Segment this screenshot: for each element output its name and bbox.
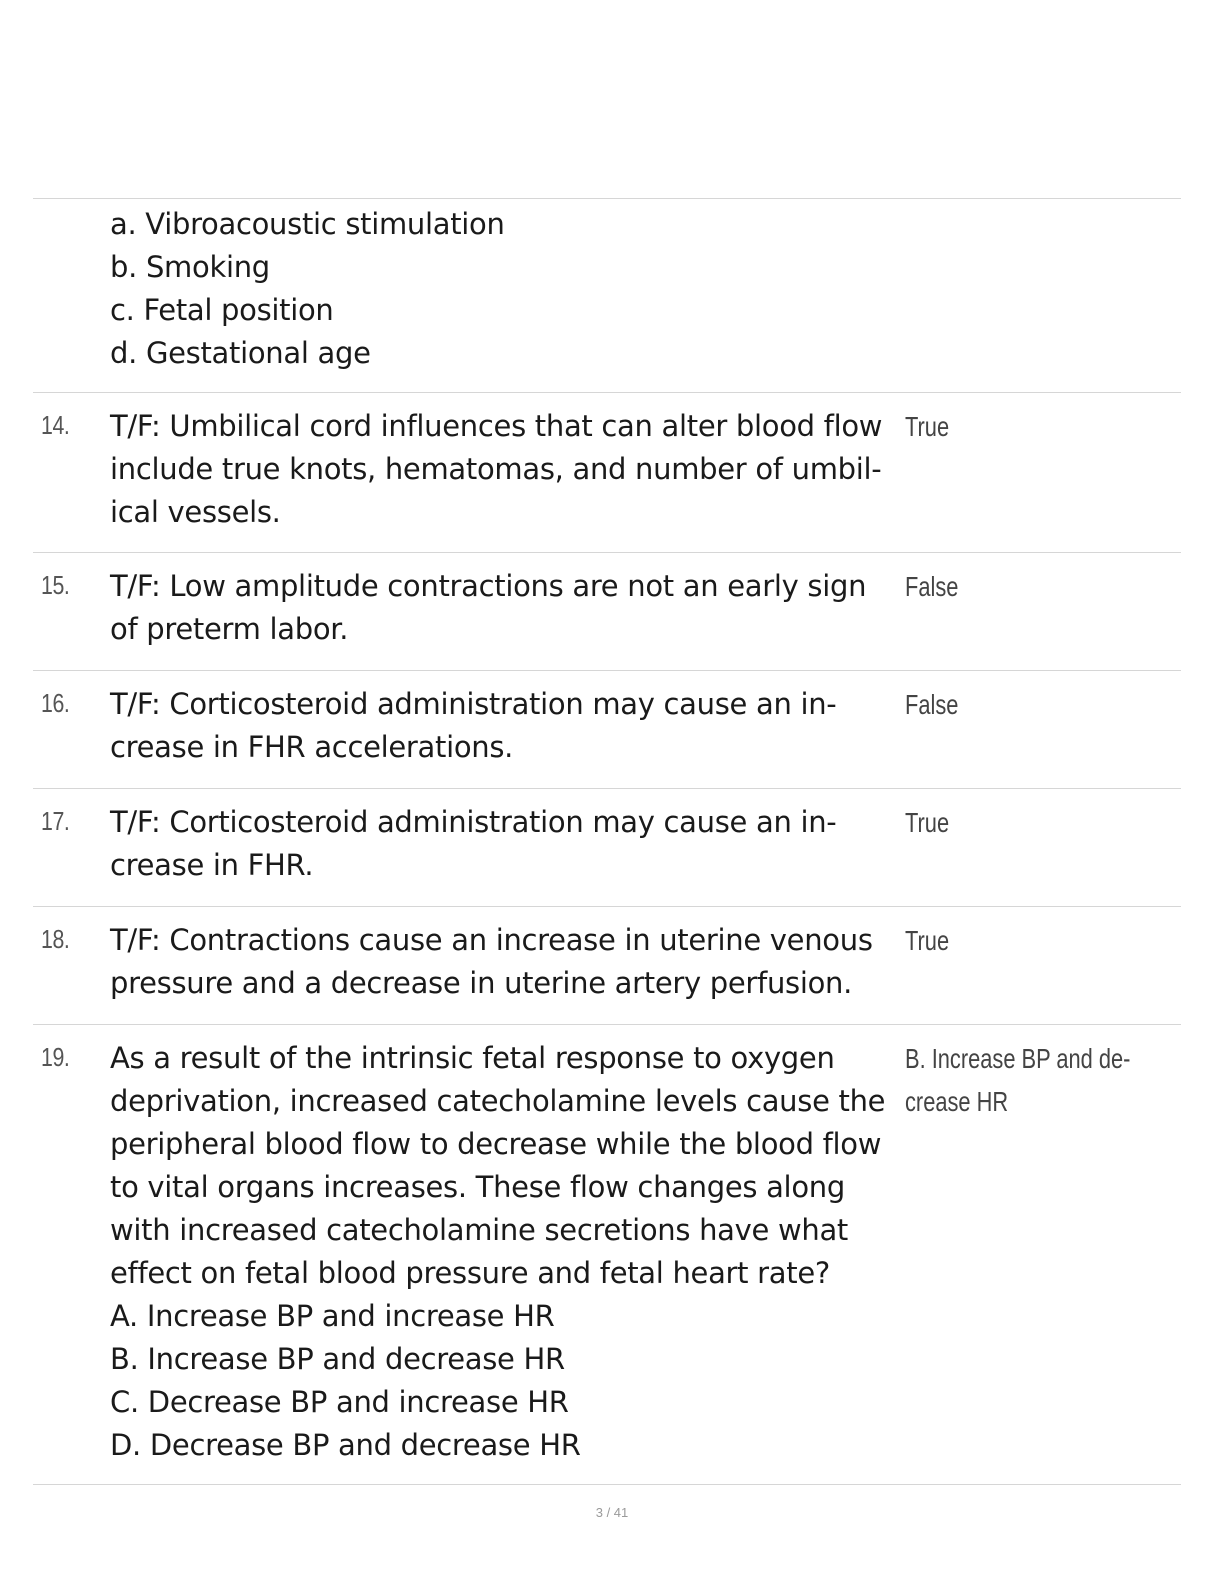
card-row-16	[33, 670, 1181, 788]
question-line: T/F: Contractions cause an increase in uterine venous	[110, 923, 873, 957]
question-number: 15.	[41, 570, 70, 600]
answer-text	[905, 405, 1108, 448]
question-line: to vital organs increases. These flow changes along	[110, 1170, 845, 1204]
option-line: B. Increase BP and decrease HR	[110, 1342, 565, 1376]
answer-line: False	[905, 689, 959, 720]
answer-text	[905, 683, 1108, 726]
question-line: crease in FHR.	[110, 848, 314, 882]
question-text	[110, 393, 902, 534]
option-line: A. Increase BP and increase HR	[110, 1299, 555, 1333]
card-row-17	[33, 788, 1181, 906]
card-row-19	[33, 1024, 1181, 1485]
answer-text	[905, 565, 1108, 608]
answer-line: False	[905, 571, 959, 602]
question-line: T/F: Umbilical cord influences that can alter blood flow	[110, 409, 883, 443]
flashcard-table	[33, 198, 1181, 1485]
answer-text	[905, 919, 1108, 962]
question-line: As a result of the intrinsic fetal response to oxygen	[110, 1041, 835, 1075]
option-line: c. Fetal position	[110, 293, 334, 327]
card-row-options	[33, 198, 1181, 392]
question-line: with increased catecholamine secretions have what	[110, 1213, 848, 1247]
question-number: 19.	[41, 1042, 70, 1072]
question-text	[110, 1025, 902, 1467]
question-line: T/F: Low amplitude contractions are not an early sign	[110, 569, 867, 603]
question-text	[110, 789, 902, 887]
card-row-15	[33, 552, 1181, 670]
question-text	[110, 671, 902, 769]
question-line: effect on fetal blood pressure and fetal heart rate?	[110, 1256, 830, 1290]
answer-text	[905, 1037, 1131, 1123]
option-line: d. Gestational age	[110, 336, 371, 370]
question-line: ical vessels.	[110, 495, 281, 529]
answer-text	[905, 801, 1108, 844]
question-number: 14.	[41, 410, 70, 440]
answer-line: True	[905, 807, 950, 838]
question-line: crease in FHR accelerations.	[110, 730, 514, 764]
card-row-18	[33, 906, 1181, 1024]
question-line: T/F: Corticosteroid administration may cause an in-	[110, 805, 837, 839]
answer-line: True	[905, 925, 950, 956]
answer-line: crease HR	[905, 1086, 1009, 1117]
question-line: T/F: Corticosteroid administration may cause an in-	[110, 687, 837, 721]
question-line: peripheral blood flow to decrease while the blood flow	[110, 1127, 882, 1161]
answer-line: True	[905, 411, 950, 442]
question-number: 18.	[41, 924, 70, 954]
option-line: a. Vibroacoustic stimulation	[110, 207, 505, 241]
option-line: D. Decrease BP and decrease HR	[110, 1428, 581, 1462]
question-text	[110, 553, 902, 651]
page-indicator: 3 / 41	[595, 1505, 629, 1520]
question-line: include true knots, hematomas, and number of umbil-	[110, 452, 882, 486]
question-line: deprivation, increased catecholamine levels cause the	[110, 1084, 886, 1118]
question-text	[110, 907, 902, 1005]
answer-line: B. Increase BP and de-	[905, 1043, 1131, 1074]
question-number: 16.	[41, 688, 70, 718]
question-line: pressure and a decrease in uterine artery perfusion.	[110, 966, 853, 1000]
question-text	[110, 199, 902, 375]
option-line: C. Decrease BP and increase HR	[110, 1385, 569, 1419]
card-row-14	[33, 392, 1181, 552]
question-number: 17.	[41, 806, 70, 836]
option-line: b. Smoking	[110, 250, 270, 284]
question-line: of preterm labor.	[110, 612, 349, 646]
